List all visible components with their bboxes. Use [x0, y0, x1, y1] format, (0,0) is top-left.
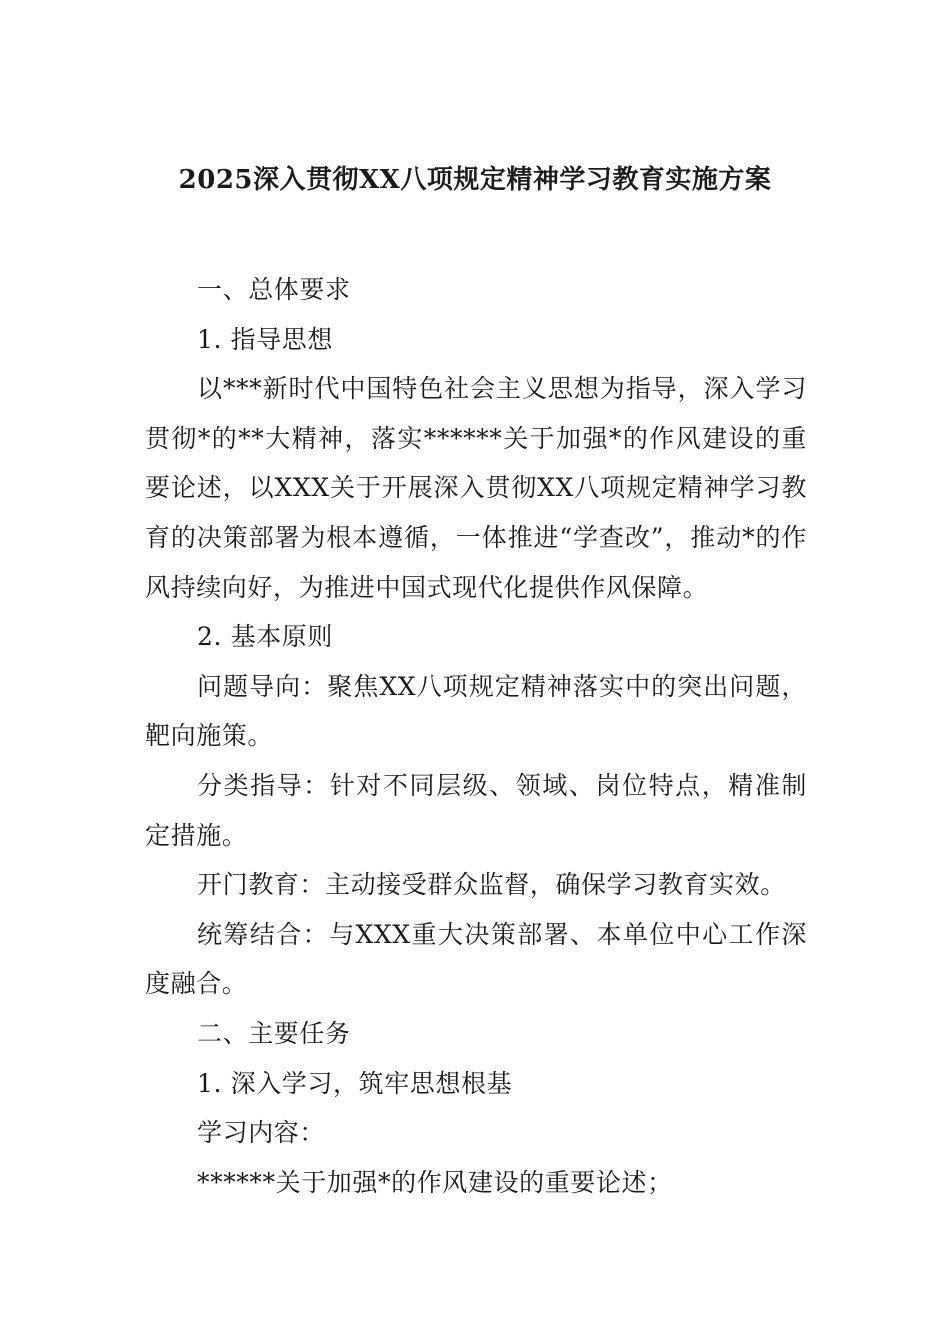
paragraph-problem-oriented: 问题导向：聚焦XX八项规定精神落实中的突出问题，靶向施策。 — [145, 671, 807, 751]
paragraph-study-content-label: 学习内容： — [197, 1118, 326, 1148]
paragraph-guiding-ideology: 以***新时代中国特色社会主义思想为指导，深入学习贯彻*的**大精神，落实******关于加强*的作风建设的重要论述，以XXX关于开展深入贯彻XX八项规定精神学习教育的决策部署为根本遵循，一体推进“学查改”，推动*的作风持续向好，为推进中国式现代化提供作风保障。 — [145, 374, 807, 602]
paragraph-classified-guidance: 分类指导：针对不同层级、领域、岗位特点，精准制定措施。 — [145, 770, 807, 850]
document-title: 2025深入贯彻XX八项规定精神学习教育实施方案 — [178, 165, 772, 195]
paragraph-open-education: 开门教育：主动接受群众监督，确保学习教育实效。 — [197, 870, 786, 900]
section-heading-overall-requirements: 一、总体要求 — [197, 275, 351, 304]
subheading-basic-principles: 2. 基本原则 — [197, 622, 333, 652]
paragraph-study-content-item: ******关于加强*的作风建设的重要论述； — [197, 1167, 673, 1197]
paragraph-overall-coordination: 统筹结合：与XXX重大决策部署、本单位中心工作深度融合。 — [145, 919, 807, 999]
section-heading-main-tasks: 二、主要任务 — [197, 1018, 351, 1048]
subheading-in-depth-study: 1. 深入学习，筑牢思想根基 — [197, 1068, 513, 1098]
subheading-guiding-ideology: 1. 指导思想 — [197, 324, 333, 354]
document-body — [145, 265, 807, 1207]
